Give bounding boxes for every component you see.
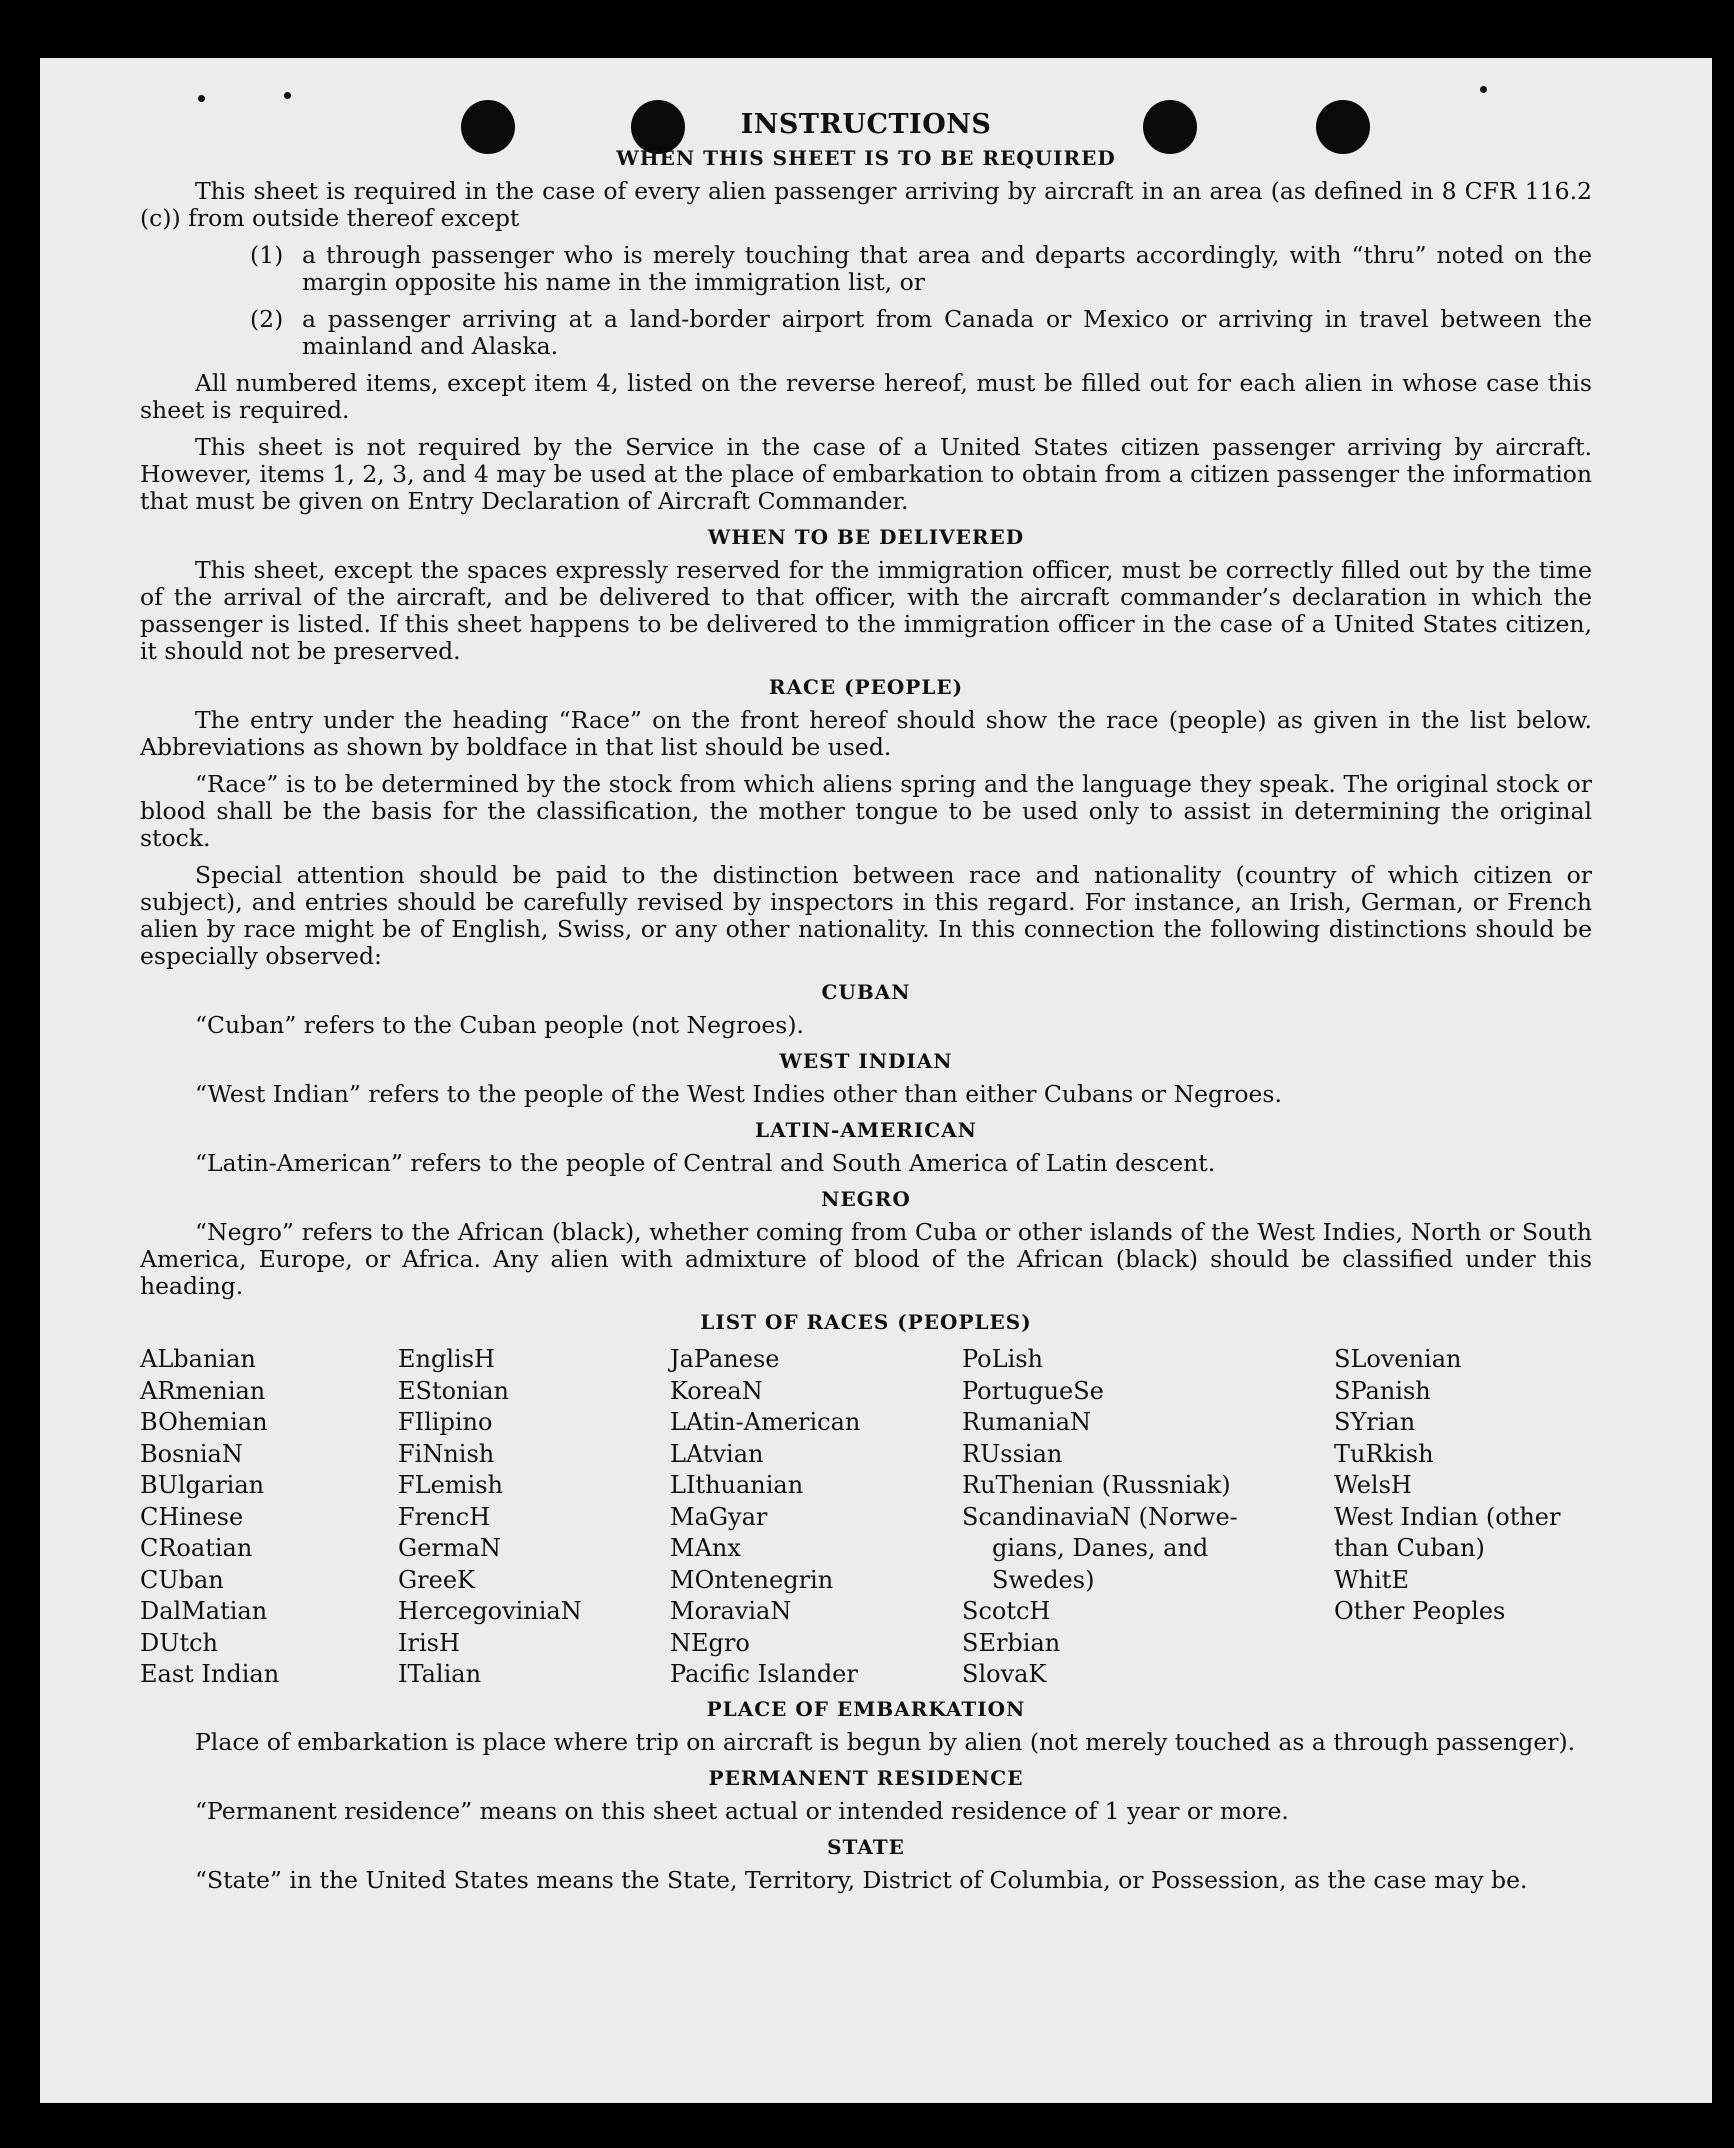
race-item: GreeK: [398, 1565, 475, 1594]
race-item: MAnx: [670, 1534, 741, 1562]
item-number: (2): [250, 305, 284, 333]
race-item: Other Peoples: [1334, 1597, 1506, 1625]
race-item: CHinese: [140, 1502, 244, 1531]
race-item: KoreaN: [670, 1376, 763, 1405]
paragraph: This sheet, except the spaces expressly reserved for the immigration officer, must be correctly filled out by the time of the arrival of the aircraft, and be delivered to that officer, with the aircraft commander’s declaration in which the passenger is listed. If this sheet happens to be delivered to the immigration officer in the case of a United States citizen, it should not be preserved.: [140, 556, 1592, 665]
race-item: PortugueSe: [962, 1376, 1104, 1405]
race-item-continued: gians, Danes, and: [992, 1534, 1209, 1562]
race-item: CRoatian: [140, 1534, 253, 1562]
race-item: PoLish: [962, 1345, 1044, 1373]
races-column: [140, 1344, 398, 1691]
item-text: a through passenger who is merely touching that area and departs accordingly, with “thru” noted on the margin opposite his name in the immigration list, or: [302, 241, 1592, 296]
item-text: a passenger arriving at a land-border airport from Canada or Mexico or arriving in travel between the mainland and Alaska.: [302, 305, 1592, 360]
section-heading-required: WHEN THIS SHEET IS TO BE REQUIRED: [616, 146, 1116, 170]
races-list: [140, 1344, 1592, 1691]
paragraph: “Race” is to be determined by the stock from which aliens spring and the language they speak. The original stock or blood shall be the basis for the classification, the mother tongue to be used only to assist in determining the original stock.: [140, 770, 1592, 852]
section-heading-cuban: CUBAN: [821, 980, 911, 1004]
paragraph: The entry under the heading “Race” on the front hereof should show the race (people) as given in the list below. Abbreviations as shown by boldface in that list should be used.: [140, 706, 1592, 761]
paragraph: “State” in the United States means the State, Territory, District of Columbia, or Possession, as the case may be.: [195, 1865, 1528, 1894]
speck: [284, 92, 291, 99]
section-heading-negro: NEGRO: [821, 1187, 911, 1211]
race-item: RuThenian (Russniak): [962, 1471, 1231, 1499]
speck: [198, 95, 205, 102]
race-item: LAtin-American: [670, 1408, 861, 1436]
race-item: DalMatian: [140, 1597, 268, 1625]
paragraph: “Cuban” refers to the Cuban people (not Negroes).: [195, 1011, 805, 1039]
race-item: SLovenian: [1334, 1345, 1462, 1373]
section-heading-permanent-residence: PERMANENT RESIDENCE: [708, 1765, 1024, 1790]
races-column: [1334, 1344, 1592, 1691]
section-heading-list-of-races: LIST OF RACES (PEOPLES): [700, 1310, 1032, 1334]
race-item: WelsH: [1334, 1471, 1412, 1499]
instructions-content: [140, 110, 1592, 1904]
paragraph: “Negro” refers to the African (black), whether coming from Cuba or other islands of the West Indies, North or South America, Europe, or Africa. Any alien with admixture of blood of the African (black) should be classified under this heading.: [140, 1218, 1592, 1300]
race-item: JaPanese: [670, 1345, 780, 1373]
paragraph: This sheet is not required by the Service in the case of a United States citizen passenger arriving by aircraft. However, items 1, 2, 3, and 4 may be used at the place of embarkation to obtain from a citizen passenger the information that must be given on Entry Declaration of Aircraft Commander.: [140, 433, 1592, 515]
race-item: BUlgarian: [140, 1471, 265, 1499]
race-item: FIlipino: [398, 1408, 493, 1436]
document-page: [40, 58, 1712, 2103]
race-item: FiNnish: [398, 1439, 495, 1468]
race-item: RUssian: [962, 1439, 1063, 1468]
race-item-continued: Swedes): [992, 1565, 1095, 1594]
race-item: SYrian: [1334, 1408, 1416, 1436]
race-item: FrencH: [398, 1502, 491, 1531]
race-item: ScotcH: [962, 1597, 1051, 1625]
paragraph: “Permanent residence” means on this sheet actual or intended residence of 1 year or more.: [195, 1796, 1289, 1825]
race-item: EStonian: [398, 1376, 509, 1405]
paragraph: Place of embarkation is place where trip on aircraft is begun by alien (not merely touched as a through passenger).: [195, 1727, 1576, 1756]
paragraph: “Latin-American” refers to the people of Central and South America of Latin descent.: [195, 1149, 1216, 1177]
race-item: BOhemian: [140, 1408, 268, 1436]
race-item: EnglisH: [398, 1345, 495, 1373]
race-item: HercegoviniaN: [398, 1597, 582, 1625]
paragraph: “West Indian” refers to the people of the West Indies other than either Cubans or Negroes.: [195, 1080, 1282, 1108]
race-item: LAtvian: [670, 1439, 764, 1468]
race-item: MoraviaN: [670, 1597, 792, 1625]
race-item: MaGyar: [670, 1502, 768, 1531]
race-item: NEgro: [670, 1628, 750, 1657]
paragraph: Special attention should be paid to the distinction between race and nationality (country of which citizen or subject), and entries should be carefully revised by inspectors in this regard. For instance, an Irish, German, or French alien by race might be of English, Swiss, or any other nationality. In this connection the following distinctions should be especially observed:: [140, 861, 1592, 970]
race-item: ALbanian: [140, 1345, 256, 1373]
race-item: DUtch: [140, 1628, 219, 1657]
section-heading-latin-american: LATIN-AMERICAN: [755, 1118, 977, 1142]
exception-item: [140, 242, 1592, 296]
section-heading-embarkation: PLACE OF EMBARKATION: [706, 1696, 1026, 1721]
page-title: INSTRUCTIONS: [740, 109, 992, 140]
race-item: FLemish: [398, 1471, 503, 1499]
race-item: Pacific Islander: [670, 1660, 858, 1688]
exception-item: [140, 306, 1592, 360]
race-item: CUban: [140, 1565, 224, 1594]
race-item: IrisH: [398, 1628, 460, 1657]
paragraph: All numbered items, except item 4, listed on the reverse hereof, must be filled out for each alien in whose case this sheet is required.: [140, 369, 1592, 424]
race-item: GermaN: [398, 1534, 501, 1562]
race-item: SlovaK: [962, 1660, 1047, 1688]
section-heading-state: STATE: [827, 1834, 905, 1859]
race-item: RumaniaN: [962, 1408, 1092, 1436]
race-item-continued: than Cuban): [1334, 1534, 1485, 1562]
race-item: ScandinaviaN (Norwe-: [962, 1502, 1238, 1531]
races-column: [398, 1344, 670, 1691]
race-item: West Indian (other: [1334, 1502, 1561, 1531]
speck: [1480, 86, 1487, 93]
races-column: [962, 1344, 1334, 1691]
race-item: MOntenegrin: [670, 1565, 834, 1594]
race-item: BosniaN: [140, 1439, 243, 1468]
item-number: (1): [250, 241, 284, 269]
section-heading-delivered: WHEN TO BE DELIVERED: [707, 525, 1025, 549]
race-item: WhitE: [1334, 1565, 1409, 1594]
race-item: East Indian: [140, 1660, 280, 1688]
races-column: [670, 1344, 962, 1691]
race-item: SErbian: [962, 1628, 1061, 1657]
section-heading-race: RACE (PEOPLE): [768, 675, 964, 699]
race-item: SPanish: [1334, 1376, 1431, 1405]
race-item: ARmenian: [140, 1376, 266, 1405]
paragraph: This sheet is required in the case of every alien passenger arriving by aircraft in an area (as defined in 8 CFR 116.2 (c)) from outside thereof except: [140, 177, 1592, 232]
section-heading-west-indian: WEST INDIAN: [779, 1049, 953, 1073]
race-item: LIthuanian: [670, 1471, 804, 1499]
race-item: ITalian: [398, 1660, 482, 1688]
race-item: TuRkish: [1334, 1439, 1434, 1468]
